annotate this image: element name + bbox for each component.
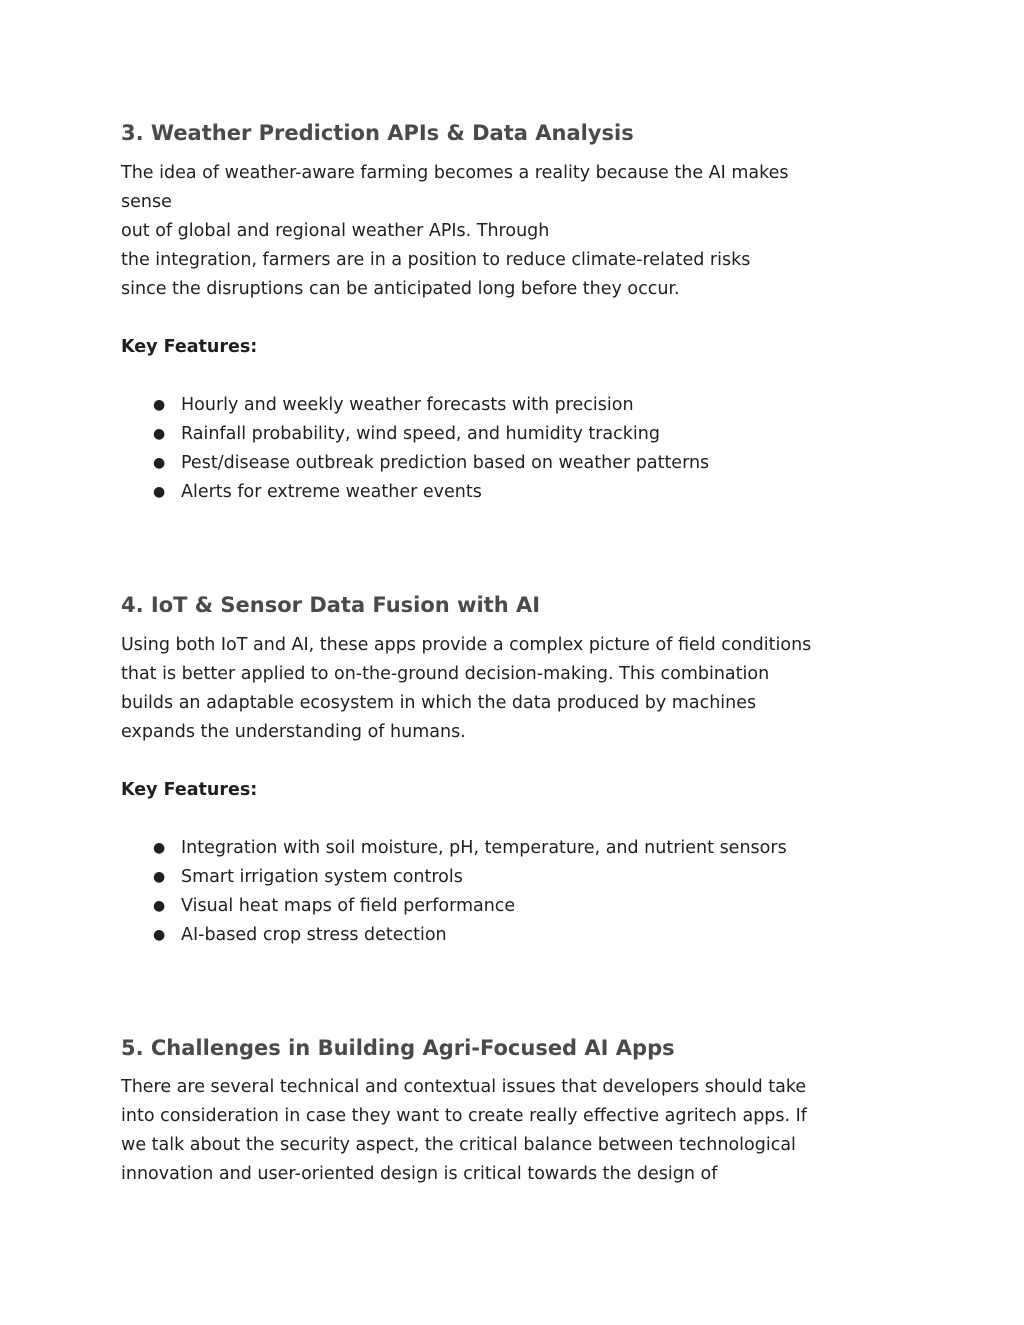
paragraph-line: innovation and user-oriented design is critical towards the design of (121, 1164, 718, 1184)
list-item: ● Hourly and weekly weather forecasts with precision (121, 391, 911, 420)
paragraph-line: There are several technical and contextual issues that developers should take (121, 1077, 807, 1097)
paragraph-line: The idea of weather-aware farming becomes a reality because the AI makes (121, 163, 789, 183)
key-features-label: Key Features: (121, 337, 258, 357)
list-item: ● AI-based crop stress detection (121, 921, 911, 950)
bullet-icon: ● (153, 869, 166, 885)
bullet-icon: ● (153, 927, 166, 943)
section-heading: 5. Challenges in Building Agri-Focused AI Apps (121, 1036, 675, 1060)
list-item: ● Alerts for extreme weather events (121, 478, 911, 507)
paragraph-line: we talk about the security aspect, the critical balance between technological (121, 1135, 796, 1155)
list-item: ● Smart irrigation system controls (121, 863, 911, 892)
section-challenges (121, 1034, 911, 1189)
paragraph-line: into consideration in case they want to create really effective agritech apps. If (121, 1106, 807, 1126)
paragraph-line: expands the understanding of humans. (121, 722, 466, 742)
paragraph-line: that is better applied to on-the-ground decision-making. This combination (121, 664, 770, 684)
paragraph-line: since the disruptions can be anticipated long before they occur. (121, 279, 680, 299)
list-item: ● Rainfall probability, wind speed, and humidity tracking (121, 420, 911, 449)
paragraph-line: sense (121, 192, 172, 212)
paragraph-line: Using both IoT and AI, these apps provide a complex picture of field conditions (121, 635, 812, 655)
list-item: ● Pest/disease outbreak prediction based on weather patterns (121, 449, 911, 478)
feature-list (121, 391, 911, 507)
section-paragraph (121, 631, 911, 747)
section-heading: 3. Weather Prediction APIs & Data Analysis (121, 121, 634, 145)
paragraph-line: the integration, farmers are in a position to reduce climate-related risks (121, 250, 751, 270)
key-features-label: Key Features: (121, 780, 258, 800)
list-item: ● Integration with soil moisture, pH, temperature, and nutrient sensors (121, 834, 911, 863)
bullet-icon: ● (153, 840, 166, 856)
bullet-icon: ● (153, 397, 166, 413)
section-iot-sensor-fusion (121, 591, 911, 950)
paragraph-line: builds an adaptable ecosystem in which the data produced by machines (121, 693, 757, 713)
section-weather-prediction (121, 119, 911, 507)
bullet-icon: ● (153, 426, 166, 442)
section-paragraph (121, 159, 911, 304)
bullet-icon: ● (153, 455, 166, 471)
list-item: ● Visual heat maps of field performance (121, 892, 911, 921)
section-paragraph (121, 1073, 911, 1189)
feature-list (121, 834, 911, 950)
bullet-icon: ● (153, 484, 166, 500)
bullet-icon: ● (153, 898, 166, 914)
section-heading: 4. IoT & Sensor Data Fusion with AI (121, 593, 541, 617)
paragraph-line: out of global and regional weather APIs. Through (121, 221, 550, 241)
